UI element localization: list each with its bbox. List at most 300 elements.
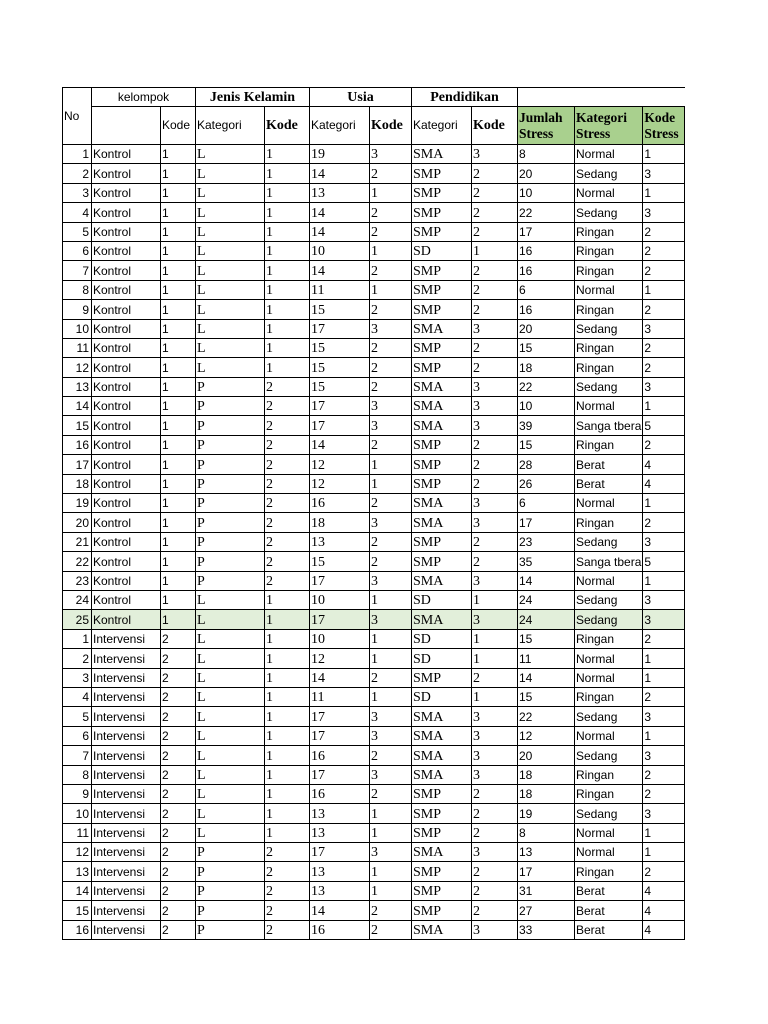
cell-jk-kategori[interactable]: L <box>196 629 265 648</box>
cell-pend-kategori[interactable]: SMP <box>412 261 472 280</box>
cell-kelompok-kode[interactable]: 2 <box>161 668 196 687</box>
cell-kelompok-kode[interactable]: 1 <box>161 145 196 164</box>
cell-jk-kode[interactable]: 2 <box>265 416 310 435</box>
cell-pend-kode[interactable]: 2 <box>472 222 518 241</box>
cell-usia-kode[interactable]: 1 <box>370 862 412 881</box>
cell-no[interactable]: 13 <box>63 377 92 396</box>
cell-pend-kode[interactable]: 2 <box>472 823 518 842</box>
cell-usia-kategori[interactable]: 11 <box>310 280 370 299</box>
cell-no[interactable]: 19 <box>63 494 92 513</box>
header-kode-stress[interactable]: Kode Stress <box>643 107 685 145</box>
cell-kategori-stress[interactable]: Berat <box>575 901 643 920</box>
cell-jumlah-stress[interactable]: 6 <box>518 280 575 299</box>
cell-kelompok[interactable]: Intervensi <box>92 784 161 803</box>
cell-jumlah-stress[interactable]: 24 <box>518 590 575 609</box>
cell-pend-kode[interactable]: 2 <box>472 532 518 551</box>
cell-usia-kategori[interactable]: 17 <box>310 397 370 416</box>
cell-pend-kategori[interactable]: SMP <box>412 222 472 241</box>
header-jk-kategori[interactable]: Kategori <box>196 107 265 145</box>
cell-usia-kategori[interactable]: 14 <box>310 164 370 183</box>
header-jk-kode[interactable]: Kode <box>265 107 310 145</box>
cell-no[interactable]: 10 <box>63 804 92 823</box>
cell-usia-kategori[interactable]: 16 <box>310 920 370 939</box>
cell-pend-kategori[interactable]: SMP <box>412 435 472 454</box>
cell-pend-kode[interactable]: 3 <box>472 416 518 435</box>
cell-kelompok[interactable]: Intervensi <box>92 920 161 939</box>
cell-no[interactable]: 14 <box>63 397 92 416</box>
header-kelompok-blank[interactable] <box>92 107 161 145</box>
cell-kode-stress[interactable]: 3 <box>643 610 685 629</box>
cell-jk-kategori[interactable]: P <box>196 571 265 590</box>
cell-jumlah-stress[interactable]: 22 <box>518 377 575 396</box>
cell-kelompok[interactable]: Kontrol <box>92 610 161 629</box>
cell-pend-kode[interactable]: 3 <box>472 610 518 629</box>
cell-no[interactable]: 1 <box>63 145 92 164</box>
cell-kategori-stress[interactable]: Ringan <box>575 300 643 319</box>
cell-jk-kode[interactable]: 1 <box>265 338 310 357</box>
cell-no[interactable]: 3 <box>63 183 92 202</box>
cell-no[interactable]: 2 <box>63 649 92 668</box>
cell-kode-stress[interactable]: 1 <box>643 649 685 668</box>
cell-jumlah-stress[interactable]: 23 <box>518 532 575 551</box>
cell-no[interactable]: 3 <box>63 668 92 687</box>
cell-jk-kode[interactable]: 1 <box>265 241 310 260</box>
cell-jumlah-stress[interactable]: 31 <box>518 881 575 900</box>
cell-kategori-stress[interactable]: Normal <box>575 726 643 745</box>
cell-jk-kategori[interactable]: L <box>196 164 265 183</box>
cell-kode-stress[interactable]: 1 <box>643 823 685 842</box>
cell-usia-kode[interactable]: 3 <box>370 843 412 862</box>
cell-kelompok[interactable]: Kontrol <box>92 552 161 571</box>
cell-kode-stress[interactable]: 2 <box>643 513 685 532</box>
cell-no[interactable]: 7 <box>63 746 92 765</box>
cell-jk-kategori[interactable]: L <box>196 668 265 687</box>
cell-jumlah-stress[interactable]: 12 <box>518 726 575 745</box>
cell-usia-kode[interactable]: 2 <box>370 668 412 687</box>
cell-pend-kategori[interactable]: SD <box>412 687 472 706</box>
cell-kelompok[interactable]: Kontrol <box>92 435 161 454</box>
cell-jk-kategori[interactable]: P <box>196 455 265 474</box>
cell-kategori-stress[interactable]: Berat <box>575 920 643 939</box>
cell-kelompok[interactable]: Kontrol <box>92 319 161 338</box>
cell-pend-kode[interactable]: 3 <box>472 377 518 396</box>
cell-no[interactable]: 6 <box>63 726 92 745</box>
cell-usia-kategori[interactable]: 10 <box>310 590 370 609</box>
cell-pend-kategori[interactable]: SMA <box>412 765 472 784</box>
cell-jk-kode[interactable]: 1 <box>265 804 310 823</box>
cell-kategori-stress[interactable]: Normal <box>575 183 643 202</box>
cell-usia-kategori[interactable]: 17 <box>310 610 370 629</box>
cell-pend-kode[interactable]: 3 <box>472 571 518 590</box>
cell-kode-stress[interactable]: 2 <box>643 358 685 377</box>
cell-kelompok-kode[interactable]: 2 <box>161 881 196 900</box>
cell-kode-stress[interactable]: 4 <box>643 901 685 920</box>
cell-kelompok[interactable]: Intervensi <box>92 823 161 842</box>
cell-usia-kode[interactable]: 1 <box>370 881 412 900</box>
cell-kelompok[interactable]: Kontrol <box>92 280 161 299</box>
cell-pend-kategori[interactable]: SMA <box>412 397 472 416</box>
cell-kelompok[interactable]: Kontrol <box>92 300 161 319</box>
cell-usia-kategori[interactable]: 13 <box>310 183 370 202</box>
cell-kelompok[interactable]: Kontrol <box>92 474 161 493</box>
cell-usia-kode[interactable]: 2 <box>370 377 412 396</box>
cell-jumlah-stress[interactable]: 28 <box>518 455 575 474</box>
cell-pend-kategori[interactable]: SMP <box>412 862 472 881</box>
cell-kategori-stress[interactable]: Sedang <box>575 377 643 396</box>
cell-kategori-stress[interactable]: Normal <box>575 494 643 513</box>
cell-jk-kategori[interactable]: P <box>196 377 265 396</box>
cell-kategori-stress[interactable]: Berat <box>575 474 643 493</box>
cell-pend-kategori[interactable]: SMA <box>412 319 472 338</box>
cell-usia-kategori[interactable]: 13 <box>310 862 370 881</box>
cell-jk-kategori[interactable]: P <box>196 416 265 435</box>
cell-pend-kategori[interactable]: SMP <box>412 280 472 299</box>
cell-pend-kategori[interactable]: SMP <box>412 823 472 842</box>
cell-kategori-stress[interactable]: Ringan <box>575 687 643 706</box>
cell-no[interactable]: 12 <box>63 358 92 377</box>
header-kategori-stress[interactable]: Kategori Stress <box>575 107 643 145</box>
cell-kelompok-kode[interactable]: 1 <box>161 203 196 222</box>
cell-usia-kode[interactable]: 1 <box>370 455 412 474</box>
cell-no[interactable]: 15 <box>63 416 92 435</box>
cell-kode-stress[interactable]: 5 <box>643 552 685 571</box>
cell-jk-kode[interactable]: 2 <box>265 571 310 590</box>
header-pendidikan[interactable]: Pendidikan <box>412 88 518 107</box>
cell-no[interactable]: 1 <box>63 629 92 648</box>
cell-kode-stress[interactable]: 2 <box>643 338 685 357</box>
cell-no[interactable]: 5 <box>63 222 92 241</box>
cell-kelompok-kode[interactable]: 2 <box>161 649 196 668</box>
cell-pend-kode[interactable]: 2 <box>472 881 518 900</box>
cell-kelompok-kode[interactable]: 2 <box>161 726 196 745</box>
cell-jk-kode[interactable]: 2 <box>265 455 310 474</box>
cell-pend-kode[interactable]: 3 <box>472 843 518 862</box>
header-pend-kategori[interactable]: Kategori <box>412 107 472 145</box>
header-jumlah-stress[interactable]: Jumlah Stress <box>518 107 575 145</box>
cell-pend-kode[interactable]: 1 <box>472 649 518 668</box>
cell-kode-stress[interactable]: 1 <box>643 183 685 202</box>
cell-jumlah-stress[interactable]: 19 <box>518 804 575 823</box>
cell-jk-kategori[interactable]: P <box>196 552 265 571</box>
cell-kelompok-kode[interactable]: 1 <box>161 300 196 319</box>
cell-pend-kode[interactable]: 2 <box>472 300 518 319</box>
cell-pend-kategori[interactable]: SD <box>412 590 472 609</box>
cell-kategori-stress[interactable]: Ringan <box>575 629 643 648</box>
cell-usia-kode[interactable]: 3 <box>370 513 412 532</box>
cell-kelompok[interactable]: Kontrol <box>92 338 161 357</box>
cell-usia-kode[interactable]: 2 <box>370 435 412 454</box>
cell-usia-kategori[interactable]: 15 <box>310 358 370 377</box>
cell-kelompok-kode[interactable]: 1 <box>161 455 196 474</box>
cell-kelompok-kode[interactable]: 1 <box>161 494 196 513</box>
header-pend-kode[interactable]: Kode <box>472 107 518 145</box>
header-usia-kategori[interactable]: Kategori <box>310 107 370 145</box>
cell-kelompok[interactable]: Intervensi <box>92 862 161 881</box>
cell-kategori-stress[interactable]: Sedang <box>575 319 643 338</box>
cell-kode-stress[interactable]: 4 <box>643 474 685 493</box>
cell-pend-kode[interactable]: 2 <box>472 784 518 803</box>
cell-jk-kategori[interactable]: L <box>196 300 265 319</box>
cell-kelompok[interactable]: Kontrol <box>92 164 161 183</box>
cell-usia-kode[interactable]: 2 <box>370 261 412 280</box>
cell-kelompok[interactable]: Intervensi <box>92 804 161 823</box>
cell-jk-kategori[interactable]: P <box>196 474 265 493</box>
cell-jk-kategori[interactable]: L <box>196 649 265 668</box>
cell-usia-kategori[interactable]: 10 <box>310 241 370 260</box>
cell-pend-kategori[interactable]: SMP <box>412 804 472 823</box>
cell-jk-kategori[interactable]: P <box>196 513 265 532</box>
cell-usia-kategori[interactable]: 17 <box>310 571 370 590</box>
cell-usia-kode[interactable]: 1 <box>370 823 412 842</box>
cell-jk-kode[interactable]: 1 <box>265 319 310 338</box>
cell-pend-kode[interactable]: 3 <box>472 319 518 338</box>
cell-kelompok[interactable]: Intervensi <box>92 668 161 687</box>
cell-jk-kategori[interactable]: P <box>196 397 265 416</box>
cell-usia-kategori[interactable]: 18 <box>310 513 370 532</box>
header-jenis-kelamin[interactable]: Jenis Kelamin <box>196 88 310 107</box>
cell-jk-kategori[interactable]: L <box>196 203 265 222</box>
cell-kelompok-kode[interactable]: 1 <box>161 397 196 416</box>
cell-kelompok-kode[interactable]: 2 <box>161 765 196 784</box>
cell-kategori-stress[interactable]: Sanga tbera <box>575 552 643 571</box>
cell-jk-kode[interactable]: 1 <box>265 203 310 222</box>
cell-jumlah-stress[interactable]: 15 <box>518 629 575 648</box>
cell-kelompok-kode[interactable]: 2 <box>161 784 196 803</box>
cell-kelompok-kode[interactable]: 1 <box>161 435 196 454</box>
cell-jk-kategori[interactable]: P <box>196 881 265 900</box>
cell-jk-kategori[interactable]: L <box>196 687 265 706</box>
cell-kelompok-kode[interactable]: 1 <box>161 164 196 183</box>
cell-kode-stress[interactable]: 1 <box>643 397 685 416</box>
cell-kelompok-kode[interactable]: 1 <box>161 338 196 357</box>
cell-kelompok-kode[interactable]: 1 <box>161 280 196 299</box>
header-usia[interactable]: Usia <box>310 88 412 107</box>
cell-jk-kode[interactable]: 2 <box>265 397 310 416</box>
cell-usia-kode[interactable]: 2 <box>370 300 412 319</box>
cell-jk-kode[interactable]: 1 <box>265 183 310 202</box>
cell-jumlah-stress[interactable]: 20 <box>518 746 575 765</box>
cell-usia-kategori[interactable]: 14 <box>310 261 370 280</box>
cell-usia-kategori[interactable]: 12 <box>310 455 370 474</box>
cell-kelompok[interactable]: Kontrol <box>92 261 161 280</box>
cell-pend-kode[interactable]: 2 <box>472 435 518 454</box>
cell-usia-kategori[interactable]: 12 <box>310 474 370 493</box>
cell-no[interactable]: 11 <box>63 823 92 842</box>
cell-kelompok-kode[interactable]: 1 <box>161 552 196 571</box>
cell-kode-stress[interactable]: 4 <box>643 920 685 939</box>
cell-jumlah-stress[interactable]: 20 <box>518 319 575 338</box>
cell-usia-kategori[interactable]: 15 <box>310 377 370 396</box>
cell-pend-kategori[interactable]: SMP <box>412 901 472 920</box>
cell-pend-kategori[interactable]: SMA <box>412 416 472 435</box>
cell-jk-kategori[interactable]: L <box>196 765 265 784</box>
cell-jk-kode[interactable]: 2 <box>265 843 310 862</box>
cell-usia-kode[interactable]: 2 <box>370 746 412 765</box>
cell-usia-kategori[interactable]: 14 <box>310 435 370 454</box>
cell-kategori-stress[interactable]: Berat <box>575 455 643 474</box>
cell-kelompok[interactable]: Kontrol <box>92 377 161 396</box>
cell-jumlah-stress[interactable]: 15 <box>518 435 575 454</box>
cell-pend-kategori[interactable]: SMA <box>412 610 472 629</box>
cell-jk-kode[interactable]: 1 <box>265 668 310 687</box>
cell-pend-kode[interactable]: 2 <box>472 455 518 474</box>
cell-usia-kode[interactable]: 1 <box>370 804 412 823</box>
cell-pend-kategori[interactable]: SMA <box>412 746 472 765</box>
cell-pend-kode[interactable]: 3 <box>472 513 518 532</box>
cell-jk-kode[interactable]: 2 <box>265 901 310 920</box>
cell-jumlah-stress[interactable]: 14 <box>518 668 575 687</box>
cell-usia-kode[interactable]: 1 <box>370 474 412 493</box>
cell-usia-kode[interactable]: 2 <box>370 164 412 183</box>
cell-kelompok[interactable]: Kontrol <box>92 358 161 377</box>
cell-kategori-stress[interactable]: Ringan <box>575 358 643 377</box>
cell-usia-kode[interactable]: 1 <box>370 687 412 706</box>
cell-pend-kode[interactable]: 3 <box>472 494 518 513</box>
cell-pend-kategori[interactable]: SMP <box>412 300 472 319</box>
header-kelompok-kode[interactable]: Kode <box>161 107 196 145</box>
cell-pend-kategori[interactable]: SMP <box>412 203 472 222</box>
cell-kelompok-kode[interactable]: 2 <box>161 823 196 842</box>
cell-jk-kode[interactable]: 2 <box>265 552 310 571</box>
cell-jk-kode[interactable]: 1 <box>265 687 310 706</box>
cell-pend-kategori[interactable]: SMP <box>412 881 472 900</box>
cell-jk-kategori[interactable]: L <box>196 610 265 629</box>
header-kelompok[interactable]: kelompok <box>92 88 196 107</box>
cell-kelompok-kode[interactable]: 1 <box>161 319 196 338</box>
cell-jumlah-stress[interactable]: 8 <box>518 823 575 842</box>
cell-jk-kode[interactable]: 2 <box>265 532 310 551</box>
cell-pend-kategori[interactable]: SMP <box>412 338 472 357</box>
cell-pend-kode[interactable]: 1 <box>472 241 518 260</box>
cell-jumlah-stress[interactable]: 10 <box>518 397 575 416</box>
cell-jumlah-stress[interactable]: 17 <box>518 862 575 881</box>
cell-jk-kode[interactable]: 2 <box>265 920 310 939</box>
cell-usia-kategori[interactable]: 14 <box>310 222 370 241</box>
cell-kode-stress[interactable]: 2 <box>643 300 685 319</box>
cell-jk-kode[interactable]: 1 <box>265 784 310 803</box>
cell-pend-kode[interactable]: 2 <box>472 183 518 202</box>
cell-jumlah-stress[interactable]: 24 <box>518 610 575 629</box>
cell-usia-kategori[interactable]: 14 <box>310 668 370 687</box>
cell-kategori-stress[interactable]: Ringan <box>575 241 643 260</box>
cell-jumlah-stress[interactable]: 17 <box>518 513 575 532</box>
cell-jumlah-stress[interactable]: 33 <box>518 920 575 939</box>
cell-kode-stress[interactable]: 2 <box>643 687 685 706</box>
cell-pend-kode[interactable]: 3 <box>472 397 518 416</box>
cell-usia-kode[interactable]: 2 <box>370 494 412 513</box>
cell-no[interactable]: 2 <box>63 164 92 183</box>
cell-no[interactable]: 18 <box>63 474 92 493</box>
cell-jk-kode[interactable]: 1 <box>265 610 310 629</box>
cell-kategori-stress[interactable]: Sanga tbera <box>575 416 643 435</box>
cell-kategori-stress[interactable]: Normal <box>575 571 643 590</box>
cell-kategori-stress[interactable]: Normal <box>575 668 643 687</box>
cell-no[interactable]: 24 <box>63 590 92 609</box>
cell-no[interactable]: 16 <box>63 920 92 939</box>
cell-jk-kategori[interactable]: P <box>196 435 265 454</box>
cell-kode-stress[interactable]: 2 <box>643 241 685 260</box>
cell-jk-kode[interactable]: 1 <box>265 164 310 183</box>
cell-pend-kode[interactable]: 3 <box>472 765 518 784</box>
cell-kelompok[interactable]: Kontrol <box>92 145 161 164</box>
cell-usia-kode[interactable]: 3 <box>370 610 412 629</box>
cell-jumlah-stress[interactable]: 39 <box>518 416 575 435</box>
cell-no[interactable]: 5 <box>63 707 92 726</box>
cell-kelompok-kode[interactable]: 2 <box>161 687 196 706</box>
cell-usia-kode[interactable]: 2 <box>370 784 412 803</box>
cell-kategori-stress[interactable]: Ringan <box>575 435 643 454</box>
cell-kode-stress[interactable]: 1 <box>643 843 685 862</box>
cell-kategori-stress[interactable]: Ringan <box>575 261 643 280</box>
cell-jk-kode[interactable]: 2 <box>265 513 310 532</box>
cell-jumlah-stress[interactable]: 8 <box>518 145 575 164</box>
cell-jumlah-stress[interactable]: 11 <box>518 649 575 668</box>
cell-kelompok-kode[interactable]: 2 <box>161 901 196 920</box>
cell-usia-kode[interactable]: 2 <box>370 358 412 377</box>
cell-kelompok[interactable]: Intervensi <box>92 843 161 862</box>
cell-kategori-stress[interactable]: Ringan <box>575 862 643 881</box>
cell-jumlah-stress[interactable]: 18 <box>518 765 575 784</box>
cell-usia-kode[interactable]: 3 <box>370 397 412 416</box>
cell-usia-kode[interactable]: 2 <box>370 203 412 222</box>
cell-jk-kode[interactable]: 1 <box>265 629 310 648</box>
cell-pend-kategori[interactable]: SD <box>412 241 472 260</box>
cell-jumlah-stress[interactable]: 17 <box>518 222 575 241</box>
cell-pend-kode[interactable]: 2 <box>472 804 518 823</box>
cell-kode-stress[interactable]: 3 <box>643 746 685 765</box>
cell-pend-kode[interactable]: 2 <box>472 203 518 222</box>
header-no[interactable]: No <box>63 88 92 145</box>
cell-pend-kode[interactable]: 2 <box>472 164 518 183</box>
cell-pend-kode[interactable]: 2 <box>472 358 518 377</box>
cell-pend-kategori[interactable]: SMA <box>412 513 472 532</box>
cell-kategori-stress[interactable]: Ringan <box>575 765 643 784</box>
cell-kategori-stress[interactable]: Normal <box>575 397 643 416</box>
cell-jumlah-stress[interactable]: 13 <box>518 843 575 862</box>
cell-kelompok-kode[interactable]: 2 <box>161 843 196 862</box>
cell-kategori-stress[interactable]: Normal <box>575 823 643 842</box>
cell-kelompok-kode[interactable]: 2 <box>161 707 196 726</box>
cell-kode-stress[interactable]: 1 <box>643 494 685 513</box>
cell-usia-kode[interactable]: 1 <box>370 183 412 202</box>
cell-kelompok-kode[interactable]: 1 <box>161 261 196 280</box>
cell-jk-kategori[interactable]: L <box>196 241 265 260</box>
cell-kode-stress[interactable]: 3 <box>643 590 685 609</box>
cell-kelompok[interactable]: Intervensi <box>92 707 161 726</box>
cell-usia-kode[interactable]: 1 <box>370 590 412 609</box>
cell-no[interactable]: 11 <box>63 338 92 357</box>
cell-pend-kategori[interactable]: SMA <box>412 726 472 745</box>
cell-kelompok[interactable]: Kontrol <box>92 571 161 590</box>
cell-jumlah-stress[interactable]: 15 <box>518 338 575 357</box>
cell-jk-kategori[interactable]: L <box>196 261 265 280</box>
cell-kelompok[interactable]: Kontrol <box>92 590 161 609</box>
cell-jk-kode[interactable]: 2 <box>265 377 310 396</box>
cell-pend-kategori[interactable]: SMP <box>412 784 472 803</box>
cell-kelompok[interactable]: Intervensi <box>92 746 161 765</box>
cell-kelompok[interactable]: Kontrol <box>92 494 161 513</box>
cell-kelompok[interactable]: Kontrol <box>92 241 161 260</box>
cell-kategori-stress[interactable]: Ringan <box>575 222 643 241</box>
cell-usia-kode[interactable]: 1 <box>370 241 412 260</box>
cell-jk-kategori[interactable]: L <box>196 358 265 377</box>
cell-no[interactable]: 9 <box>63 784 92 803</box>
cell-jk-kategori[interactable]: L <box>196 784 265 803</box>
cell-jk-kode[interactable]: 1 <box>265 358 310 377</box>
cell-no[interactable]: 22 <box>63 552 92 571</box>
cell-usia-kategori[interactable]: 17 <box>310 319 370 338</box>
cell-pend-kode[interactable]: 2 <box>472 280 518 299</box>
